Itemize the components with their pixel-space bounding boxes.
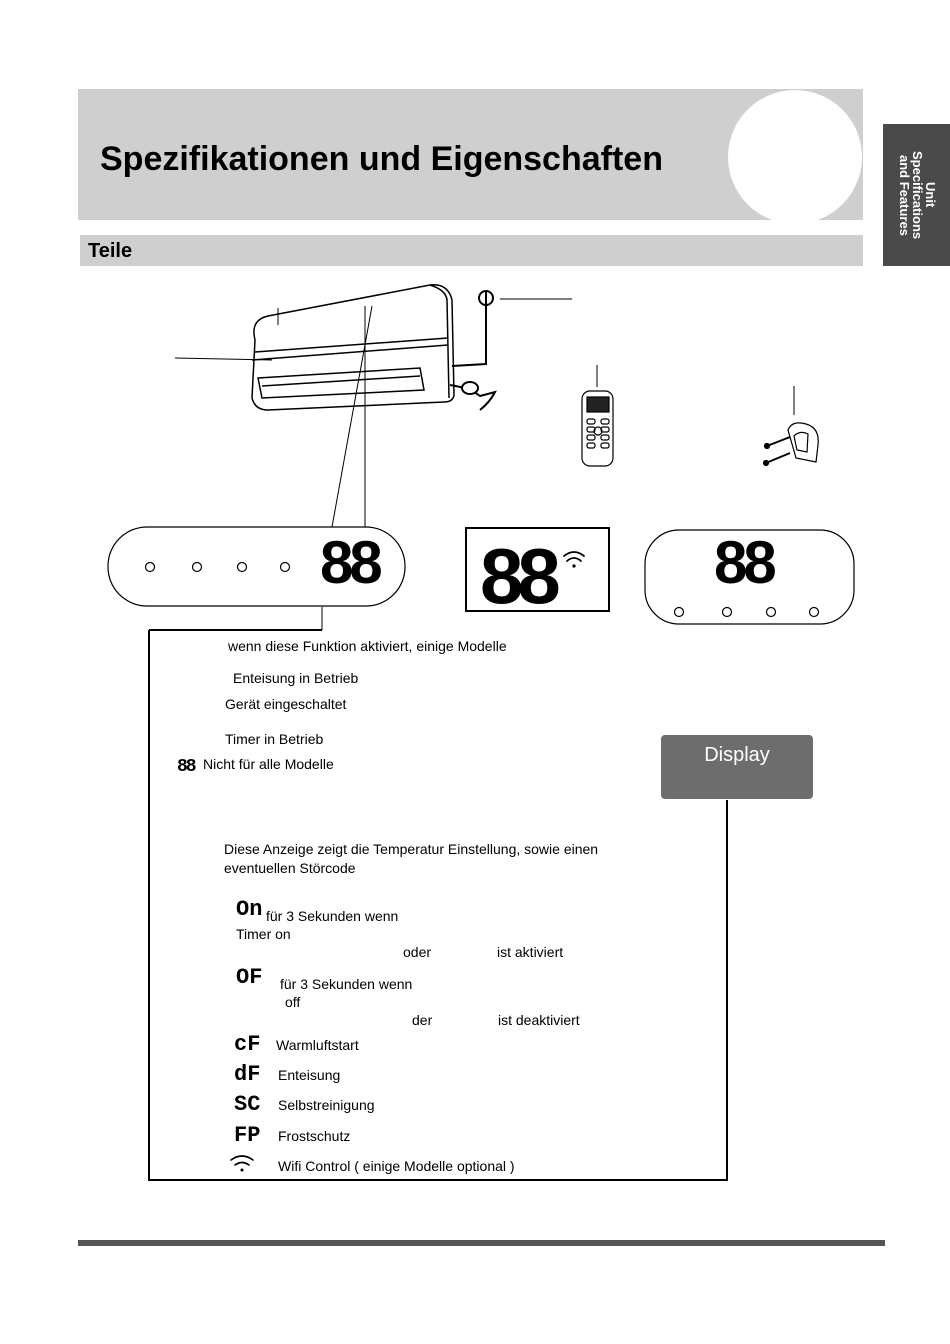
panel1-digits: 88 — [320, 529, 379, 596]
code-cf-label: Warmluftstart — [276, 1037, 359, 1053]
code-df: dF — [234, 1062, 261, 1087]
wifi-icon — [231, 1156, 253, 1172]
of-text-2: off — [285, 994, 301, 1010]
of-code: OF — [236, 965, 263, 990]
page-title: Spezifikationen und Eigenschaften — [100, 140, 663, 178]
wifi-function-text: wenn diese Funktion aktiviert, einige Modelle — [228, 638, 507, 654]
indoor-unit-illustration — [252, 285, 454, 410]
on-text-2: Timer on — [236, 926, 291, 942]
temperature-text-2: eventuellen Störcode — [224, 860, 356, 876]
of-text-1: für 3 Sekunden wenn — [280, 976, 413, 992]
panel3-digits: 88 — [714, 529, 773, 596]
code-sc: SC — [234, 1092, 261, 1117]
timer-text: Timer in Betrieb — [225, 731, 324, 747]
code-fp: FP — [234, 1123, 261, 1148]
remote-holder-illustration — [764, 423, 819, 466]
code-fp-label: Frostschutz — [278, 1128, 351, 1144]
side-tab-label: Unit Specifications and Features — [897, 150, 938, 240]
defrost-text: Enteisung in Betrieb — [233, 670, 359, 686]
panel2-digits: 88 — [480, 532, 555, 620]
temperature-text-1: Diese Anzeige zeigt die Temperatur Einstellung, sowie einen — [224, 841, 599, 857]
on-text-aktiviert: ist aktiviert — [497, 944, 564, 960]
on-text-oder: oder — [403, 944, 432, 960]
not-all-models-text: Nicht für alle Modelle — [203, 756, 334, 772]
code-sc-label: Selbstreinigung — [278, 1097, 375, 1113]
not-all-models-icon: 88 — [177, 757, 195, 777]
on-code: On — [236, 897, 263, 922]
section-title: Teile — [88, 240, 133, 262]
on-text-1: für 3 Sekunden wenn — [266, 908, 399, 924]
footer-rule — [78, 1240, 885, 1246]
power-text: Gerät eingeschaltet — [225, 696, 347, 712]
code-cf: cF — [234, 1032, 261, 1057]
remote-control-illustration — [582, 391, 613, 466]
display-label: Display — [704, 744, 770, 766]
of-text-deaktiviert: ist deaktiviert — [498, 1012, 580, 1028]
wifi-control-text: Wifi Control ( einige Modelle optional ) — [278, 1158, 515, 1174]
of-text-der: der — [412, 1012, 433, 1028]
code-df-label: Enteisung — [278, 1067, 341, 1083]
